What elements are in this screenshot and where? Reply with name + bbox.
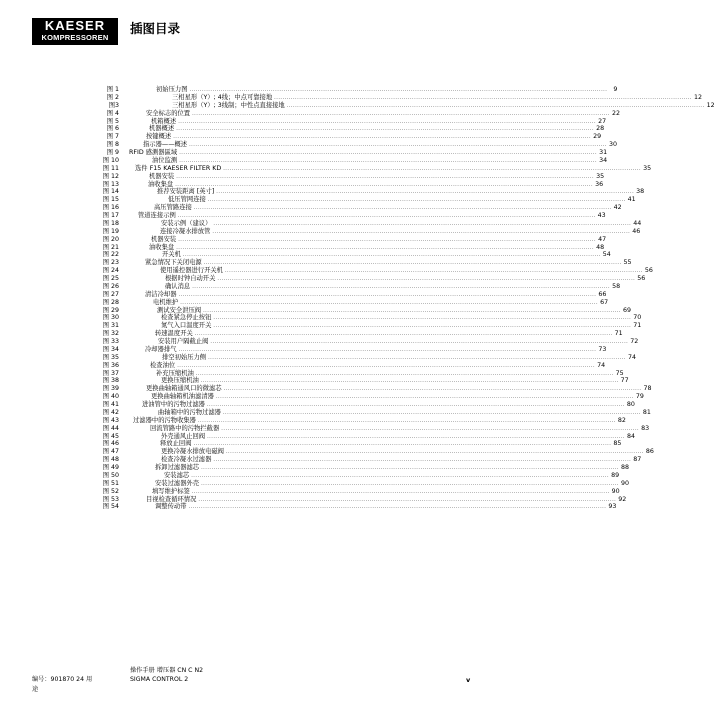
figure-title: 高压管路连接 — [154, 204, 192, 212]
figure-number: 图 16 — [102, 204, 119, 212]
figure-title: 更换曲轴箱机油滤清器 — [151, 393, 214, 401]
toc-row — [0, 196, 636, 204]
figure-number: 图 52 — [102, 487, 119, 495]
page-reference: 75 — [615, 369, 624, 377]
dot-leader: ........................................................................................................................................................................................................ — [198, 496, 617, 503]
toc-row — [0, 393, 644, 401]
dot-leader: ........................................................................................................................................................................................................ — [192, 283, 611, 290]
figure-title: 过滤器中的污物收集器 — [133, 416, 196, 424]
figure-number: 图 54 — [102, 503, 119, 511]
dot-leader: ........................................................................................................................................................................................................ — [195, 370, 614, 377]
document-number: 编号：901870 24 用 — [32, 676, 93, 683]
figure-number: 图 2 — [106, 93, 119, 101]
figure-title: 进油管中的污物过滤器 — [142, 401, 205, 408]
page-reference: 72 — [630, 338, 639, 345]
figure-number: 图 50 — [102, 471, 119, 479]
figure-number: 图 32 — [102, 330, 119, 338]
figure-list — [0, 86, 715, 511]
toc-row — [0, 149, 608, 157]
toc-row — [0, 204, 622, 212]
figure-number: 图 10 — [102, 156, 119, 164]
toc-row — [0, 369, 624, 378]
dot-leader: ........................................................................................................................................................................................................ — [191, 472, 610, 479]
page-reference: 46 — [632, 227, 641, 235]
toc-row — [0, 401, 635, 409]
toc-row — [0, 235, 607, 244]
dot-leader: ........................................................................................................................................................................................................ — [178, 291, 597, 298]
dot-leader: ........................................................................................................................................................................................................ — [201, 465, 619, 471]
dot-leader: ........................................................................................................................................................................................................ — [213, 323, 632, 330]
figure-number: 图 47 — [102, 448, 119, 456]
toc-row — [0, 330, 623, 338]
figure-number: 图 43 — [102, 416, 119, 424]
toc-row — [0, 282, 621, 291]
toc-row — [0, 188, 645, 196]
dot-leader: ........................................................................................................................................................................................................ — [286, 102, 705, 109]
figure-title: 更换压缩机油 — [161, 377, 199, 385]
dot-leader: ........................................................................................................................................................................................................ — [207, 197, 626, 204]
dot-leader: ........................................................................................................................................................................................................ — [192, 110, 610, 117]
dot-leader: ........................................................................................................................................................................................................ — [179, 150, 598, 156]
page-title: 插图目录 — [130, 21, 181, 36]
dot-leader: ........................................................................................................................................................................................................ — [177, 213, 596, 219]
page-reference: 36 — [595, 180, 604, 188]
figure-title: 推荐安装距离 [英寸] — [157, 188, 215, 196]
dot-leader: ........................................................................................................................................................................................................ — [179, 157, 598, 164]
page-reference: 74 — [627, 353, 636, 361]
figure-title: 更换曲轴箱通风口的微滤芯 — [146, 385, 222, 393]
page-reference: 28 — [596, 125, 605, 133]
figure-number: 图 28 — [102, 298, 119, 306]
figure-number: 图 35 — [102, 353, 119, 361]
dot-leader: ........................................................................................................................................................................................................ — [178, 346, 597, 353]
toc-row — [0, 345, 607, 354]
toc-row — [0, 440, 622, 448]
dot-leader: ........................................................................................................................................................................................................ — [189, 87, 608, 93]
page-reference: 79 — [635, 393, 644, 401]
dot-leader: ........................................................................................................................................................................................................ — [200, 378, 619, 385]
toc-row — [0, 101, 715, 110]
page-reference: 86 — [645, 448, 654, 456]
figure-title: 连接冷凝水排放管 — [160, 227, 211, 235]
toc-row — [0, 117, 607, 126]
document-number-continuation: 途 — [32, 686, 39, 693]
toc-row — [0, 456, 642, 464]
figure-number: 图 31 — [102, 322, 119, 330]
toc-row — [0, 298, 609, 307]
figure-title: 目视检查循环情况 — [146, 495, 197, 503]
figure-title: 低压管网连接 — [168, 196, 206, 204]
toc-row — [0, 125, 605, 133]
page-reference: 55 — [623, 259, 632, 267]
figure-title: 回流管路中的污物拦截器 — [150, 424, 220, 432]
page-reference: 81 — [642, 408, 651, 416]
toc-row — [0, 133, 602, 141]
dot-leader: ........................................................................................................................................................................................................ — [223, 386, 642, 393]
toc-row — [0, 322, 642, 330]
page-reference: 48 — [596, 243, 605, 251]
toc-row — [0, 495, 627, 504]
toc-row — [0, 377, 629, 385]
toc-row — [0, 212, 606, 220]
toc-row — [0, 86, 618, 94]
toc-row — [0, 109, 620, 118]
toc-row — [0, 156, 608, 165]
dot-leader: ........................................................................................................................................................................................................ — [175, 181, 594, 188]
toc-row — [0, 227, 641, 236]
page-reference: 43 — [597, 212, 606, 219]
figure-title: 三相星形（Y）; 4线；中点可靠接地 — [172, 93, 273, 101]
toc-row — [0, 385, 652, 393]
figure-title: 转速温度开关 — [155, 330, 193, 338]
figure-number: 图 41 — [102, 401, 119, 408]
dot-leader: ........................................................................................................................................................................................................ — [176, 173, 595, 180]
page-reference: 73 — [598, 345, 607, 353]
dot-leader: ........................................................................................................................................................................................................ — [208, 354, 626, 361]
dot-leader: ........................................................................................................................................................................................................ — [178, 118, 597, 125]
product-label: SIGMA CONTROL 2 — [130, 676, 189, 683]
page-reference: 80 — [626, 401, 635, 408]
figure-number: 图 49 — [102, 464, 119, 471]
figure-number: 图 27 — [102, 290, 119, 298]
dot-leader: ........................................................................................................................................................................................................ — [207, 433, 625, 440]
page-reference: 42 — [613, 204, 622, 212]
figure-title: 确认消息 — [165, 282, 191, 290]
toc-row — [0, 290, 607, 299]
figure-number: 图 18 — [102, 219, 119, 227]
kaeser-logo — [32, 18, 118, 45]
figure-number: 图 17 — [102, 212, 119, 219]
page-reference: 41 — [627, 196, 636, 204]
logo-line-1: KAESER — [44, 18, 106, 33]
page-reference: 9 — [613, 86, 618, 93]
figure-title: 选件 F15 KAESER FILTER KD — [135, 164, 222, 172]
figure-number: 图 38 — [102, 377, 119, 385]
toc-row — [0, 448, 654, 456]
page-reference: 44 — [633, 219, 642, 227]
figure-title: 安装示例（建议） — [161, 219, 212, 227]
figure-title: 检查紧急停止按钮 — [161, 314, 212, 322]
figure-number: 图 15 — [102, 196, 119, 204]
figure-title: 机器安装 — [151, 235, 177, 243]
page-reference: 47 — [598, 235, 607, 243]
figure-title: 机器概述 — [149, 125, 175, 133]
figure-title: 拆卸过滤器滤芯 — [155, 464, 200, 471]
figure-title: 检查油位 — [150, 361, 176, 369]
page-reference: 90 — [620, 479, 629, 487]
dot-leader: ........................................................................................................................................................................................................ — [206, 402, 625, 408]
page-reference: 22 — [611, 109, 620, 117]
dot-leader: ........................................................................................................................................................................................................ — [203, 307, 621, 314]
figure-number: 图 11 — [102, 164, 119, 172]
manual-label: 操作手册 增压器 CN C N2 — [130, 667, 204, 674]
figure-number: 图 46 — [102, 440, 119, 448]
figure-title: 冷却器排气 — [145, 345, 177, 353]
dot-leader: ........................................................................................................................................................................................................ — [223, 165, 642, 172]
page-reference: 35 — [643, 164, 652, 172]
dot-leader: ........................................................................................................................................................................................................ — [215, 394, 634, 401]
page-reference: 90 — [611, 487, 620, 495]
figure-title: 安全标志的位置 — [146, 109, 191, 117]
figure-number: 图 5 — [106, 117, 119, 125]
toc-row — [0, 471, 620, 480]
page-reference: 31 — [599, 149, 608, 156]
figure-number: 图 42 — [102, 408, 119, 416]
dot-leader: ........................................................................................................................................................................................................ — [189, 142, 607, 149]
figure-number: 图 7 — [106, 133, 119, 141]
figure-title: 氮气入口温度开关 — [161, 322, 212, 330]
figure-number: 图3 — [108, 101, 119, 109]
toc-row — [0, 361, 606, 370]
toc-row — [0, 267, 653, 275]
dot-leader: ........................................................................................................................................................................................................ — [213, 220, 632, 227]
figure-title: 填写维护标签 — [152, 487, 190, 495]
figure-title: 油位监测 — [152, 156, 178, 164]
figure-title: 按键概述 — [146, 133, 172, 141]
figure-title: 油收集盘 — [149, 243, 175, 251]
dot-leader: ........................................................................................................................................................................................................ — [213, 457, 632, 464]
page-reference: 92 — [618, 495, 627, 503]
figure-title: 管道连接示例 — [138, 212, 176, 219]
figure-number: 图 1 — [106, 86, 119, 93]
toc-row — [0, 487, 620, 496]
dot-leader: ........................................................................................................................................................................................................ — [222, 409, 641, 416]
page-reference: 30 — [608, 141, 617, 149]
toc-row — [0, 306, 631, 315]
page-reference: 66 — [598, 290, 607, 298]
dot-leader: ........................................................................................................................................................................................................ — [177, 362, 596, 369]
figure-number: 图 6 — [106, 125, 119, 133]
figure-number: 图 26 — [102, 282, 119, 290]
figure-title: 初始压力图 — [156, 86, 188, 93]
page-reference: 89 — [611, 471, 620, 479]
page-reference: 54 — [602, 251, 611, 259]
page-reference: 34 — [599, 156, 608, 164]
dot-leader: ........................................................................................................................................................................................................ — [224, 268, 643, 275]
figure-number: 图 21 — [102, 243, 119, 251]
page-reference: 84 — [626, 432, 635, 440]
figure-number: 图 37 — [102, 369, 119, 377]
toc-row — [0, 314, 642, 322]
page-reference: 87 — [633, 456, 642, 464]
toc-row — [0, 93, 703, 102]
figure-number: 图 4 — [106, 109, 119, 117]
dot-leader: ........................................................................................................................................................................................................ — [225, 449, 644, 456]
page-reference: 71 — [614, 330, 623, 338]
dot-leader: ........................................................................................................................................................................................................ — [217, 276, 636, 282]
figure-title: 更换冷凝水排放电磁阀 — [161, 448, 224, 456]
toc-row — [0, 219, 642, 228]
figure-title: 开关机 — [162, 251, 181, 259]
dot-leader: ........................................................................................................................................................................................................ — [193, 441, 612, 448]
dot-leader: ........................................................................................................................................................................................................ — [191, 488, 610, 495]
page-reference: 71 — [633, 322, 642, 330]
figure-number: 图 34 — [102, 345, 119, 353]
figure-title: 使用遥控器进行开关机 — [160, 267, 223, 275]
figure-number: 图 40 — [102, 393, 119, 401]
figure-title: 检查冷凝水过滤器 — [161, 456, 212, 464]
figure-title: 清洁冷却器 — [145, 290, 177, 298]
figure-number: 图 48 — [102, 456, 119, 464]
toc-row — [0, 275, 646, 283]
dot-leader: ........................................................................................................................................................................................................ — [221, 425, 640, 432]
dot-leader: ........................................................................................................................................................................................................ — [197, 417, 616, 424]
toc-row — [0, 172, 605, 181]
figure-number: 图 12 — [102, 172, 119, 180]
figure-title: 释放止回阀 — [160, 440, 192, 448]
toc-row — [0, 416, 626, 425]
figure-title: 电机维护 — [153, 298, 179, 306]
figure-number: 图 39 — [102, 385, 119, 393]
dot-leader: ........................................................................................................................................................................................................ — [173, 134, 592, 141]
page-reference: 83 — [641, 424, 650, 432]
figure-title: 机箱概述 — [151, 117, 177, 125]
figure-number: 图 14 — [102, 188, 119, 196]
toc-row — [0, 464, 629, 472]
dot-leader: ........................................................................................................................................................................................................ — [193, 205, 612, 212]
toc-row — [0, 251, 611, 259]
page-reference: 93 — [608, 503, 617, 511]
figure-title: 外壳通风止回阀 — [161, 432, 206, 440]
figure-number: 图 25 — [102, 275, 119, 282]
figure-title: 安装过滤器外壳 — [155, 479, 200, 487]
page-reference: 12 — [694, 93, 703, 101]
figure-number: 图 53 — [102, 495, 119, 503]
figure-title: 安装滤芯 — [164, 471, 190, 479]
figure-title: 根据时钟自动开关 — [165, 275, 216, 282]
page-reference: 56 — [637, 275, 646, 282]
figure-number: 图 24 — [102, 267, 119, 275]
figure-number: 图 36 — [102, 361, 119, 369]
figure-title: RFID 感测器區域 — [129, 149, 178, 156]
figure-title: 紧急情况下关闭电源 — [145, 259, 202, 267]
page-reference: 74 — [597, 361, 606, 369]
toc-row — [0, 479, 629, 488]
figure-number: 图 22 — [102, 251, 119, 259]
figure-title: 测试安全泄压阀 — [157, 306, 202, 314]
page-reference: 70 — [633, 314, 642, 322]
toc-row — [0, 503, 617, 511]
page-reference: 67 — [600, 298, 609, 306]
dot-leader: ........................................................................................................................................................................................................ — [182, 252, 601, 259]
figure-title: 安装用户隔截止阀 — [158, 338, 209, 345]
dot-leader: ........................................................................................................................................................................................................ — [178, 236, 597, 243]
dot-leader: ........................................................................................................................................................................................................ — [201, 480, 619, 487]
page-reference: 38 — [636, 188, 645, 196]
page-reference: 29 — [593, 133, 602, 141]
toc-row — [0, 180, 604, 189]
page-reference: 69 — [622, 306, 631, 314]
page-reference: 27 — [598, 117, 607, 125]
figure-number: 图 51 — [102, 479, 119, 487]
figure-number: 图 23 — [102, 259, 119, 267]
dot-leader: ........................................................................................................................................................................................................ — [188, 504, 607, 511]
figure-number: 图 19 — [102, 227, 119, 235]
page-reference: 35 — [596, 172, 605, 180]
toc-row — [0, 424, 650, 433]
page-reference: 56 — [644, 267, 653, 275]
figure-title: 油收集盘 — [148, 180, 174, 188]
dot-leader: ........................................................................................................................................................................................................ — [194, 331, 613, 338]
figure-title: 补充压缩机油 — [156, 369, 194, 377]
logo-line-2: KOMPRESSOREN — [41, 33, 109, 42]
figure-title: 三相星形（Y）; 3线制；中性点直接接地 — [172, 101, 285, 109]
dot-leader: ........................................................................................................................................................................................................ — [210, 339, 629, 345]
dot-leader: ........................................................................................................................................................................................................ — [203, 260, 622, 267]
dot-leader: ........................................................................................................................................................................................................ — [212, 228, 631, 235]
toc-row — [0, 432, 635, 441]
figure-number: 图 29 — [102, 306, 119, 314]
page-reference: 88 — [620, 464, 629, 471]
figure-number: 图 13 — [102, 180, 119, 188]
toc-row — [0, 338, 639, 346]
dot-leader: ........................................................................................................................................................................................................ — [216, 189, 635, 196]
page-reference: 58 — [612, 282, 621, 290]
figure-number: 图 9 — [106, 149, 119, 156]
toc-row — [0, 408, 651, 417]
figure-number: 图 20 — [102, 235, 119, 243]
toc-row — [0, 259, 632, 267]
dot-leader: ........................................................................................................................................................................................................ — [176, 244, 595, 251]
figure-title: 指示器——概述 — [143, 141, 188, 149]
figure-number: 图 30 — [102, 314, 119, 322]
toc-row — [0, 353, 636, 362]
figure-number: 图 8 — [106, 141, 119, 149]
page-reference: 77 — [620, 377, 629, 385]
figure-number: 图 33 — [102, 338, 119, 345]
page-reference: 85 — [613, 440, 622, 448]
figure-number: 图 44 — [102, 424, 119, 432]
dot-leader: ........................................................................................................................................................................................................ — [180, 299, 599, 306]
dot-leader: ........................................................................................................................................................................................................ — [213, 315, 632, 322]
figure-title: 曲轴箱中的污物过滤器 — [158, 408, 221, 416]
toc-row — [0, 243, 605, 252]
figure-title: 机器安装 — [149, 172, 175, 180]
page-reference: 82 — [617, 416, 626, 424]
dot-leader: ........................................................................................................................................................................................................ — [176, 126, 595, 133]
dot-leader: ........................................................................................................................................................................................................ — [274, 94, 693, 101]
page-reference: 78 — [643, 385, 652, 393]
page-reference: 12 — [706, 101, 715, 109]
figure-title: 排空初始压力侧 — [162, 353, 207, 361]
figure-number: 图 45 — [102, 432, 119, 440]
toc-row — [0, 141, 617, 149]
page-number: v — [466, 676, 471, 684]
toc-row — [0, 164, 652, 173]
figure-title: 调整传动带 — [155, 503, 187, 511]
